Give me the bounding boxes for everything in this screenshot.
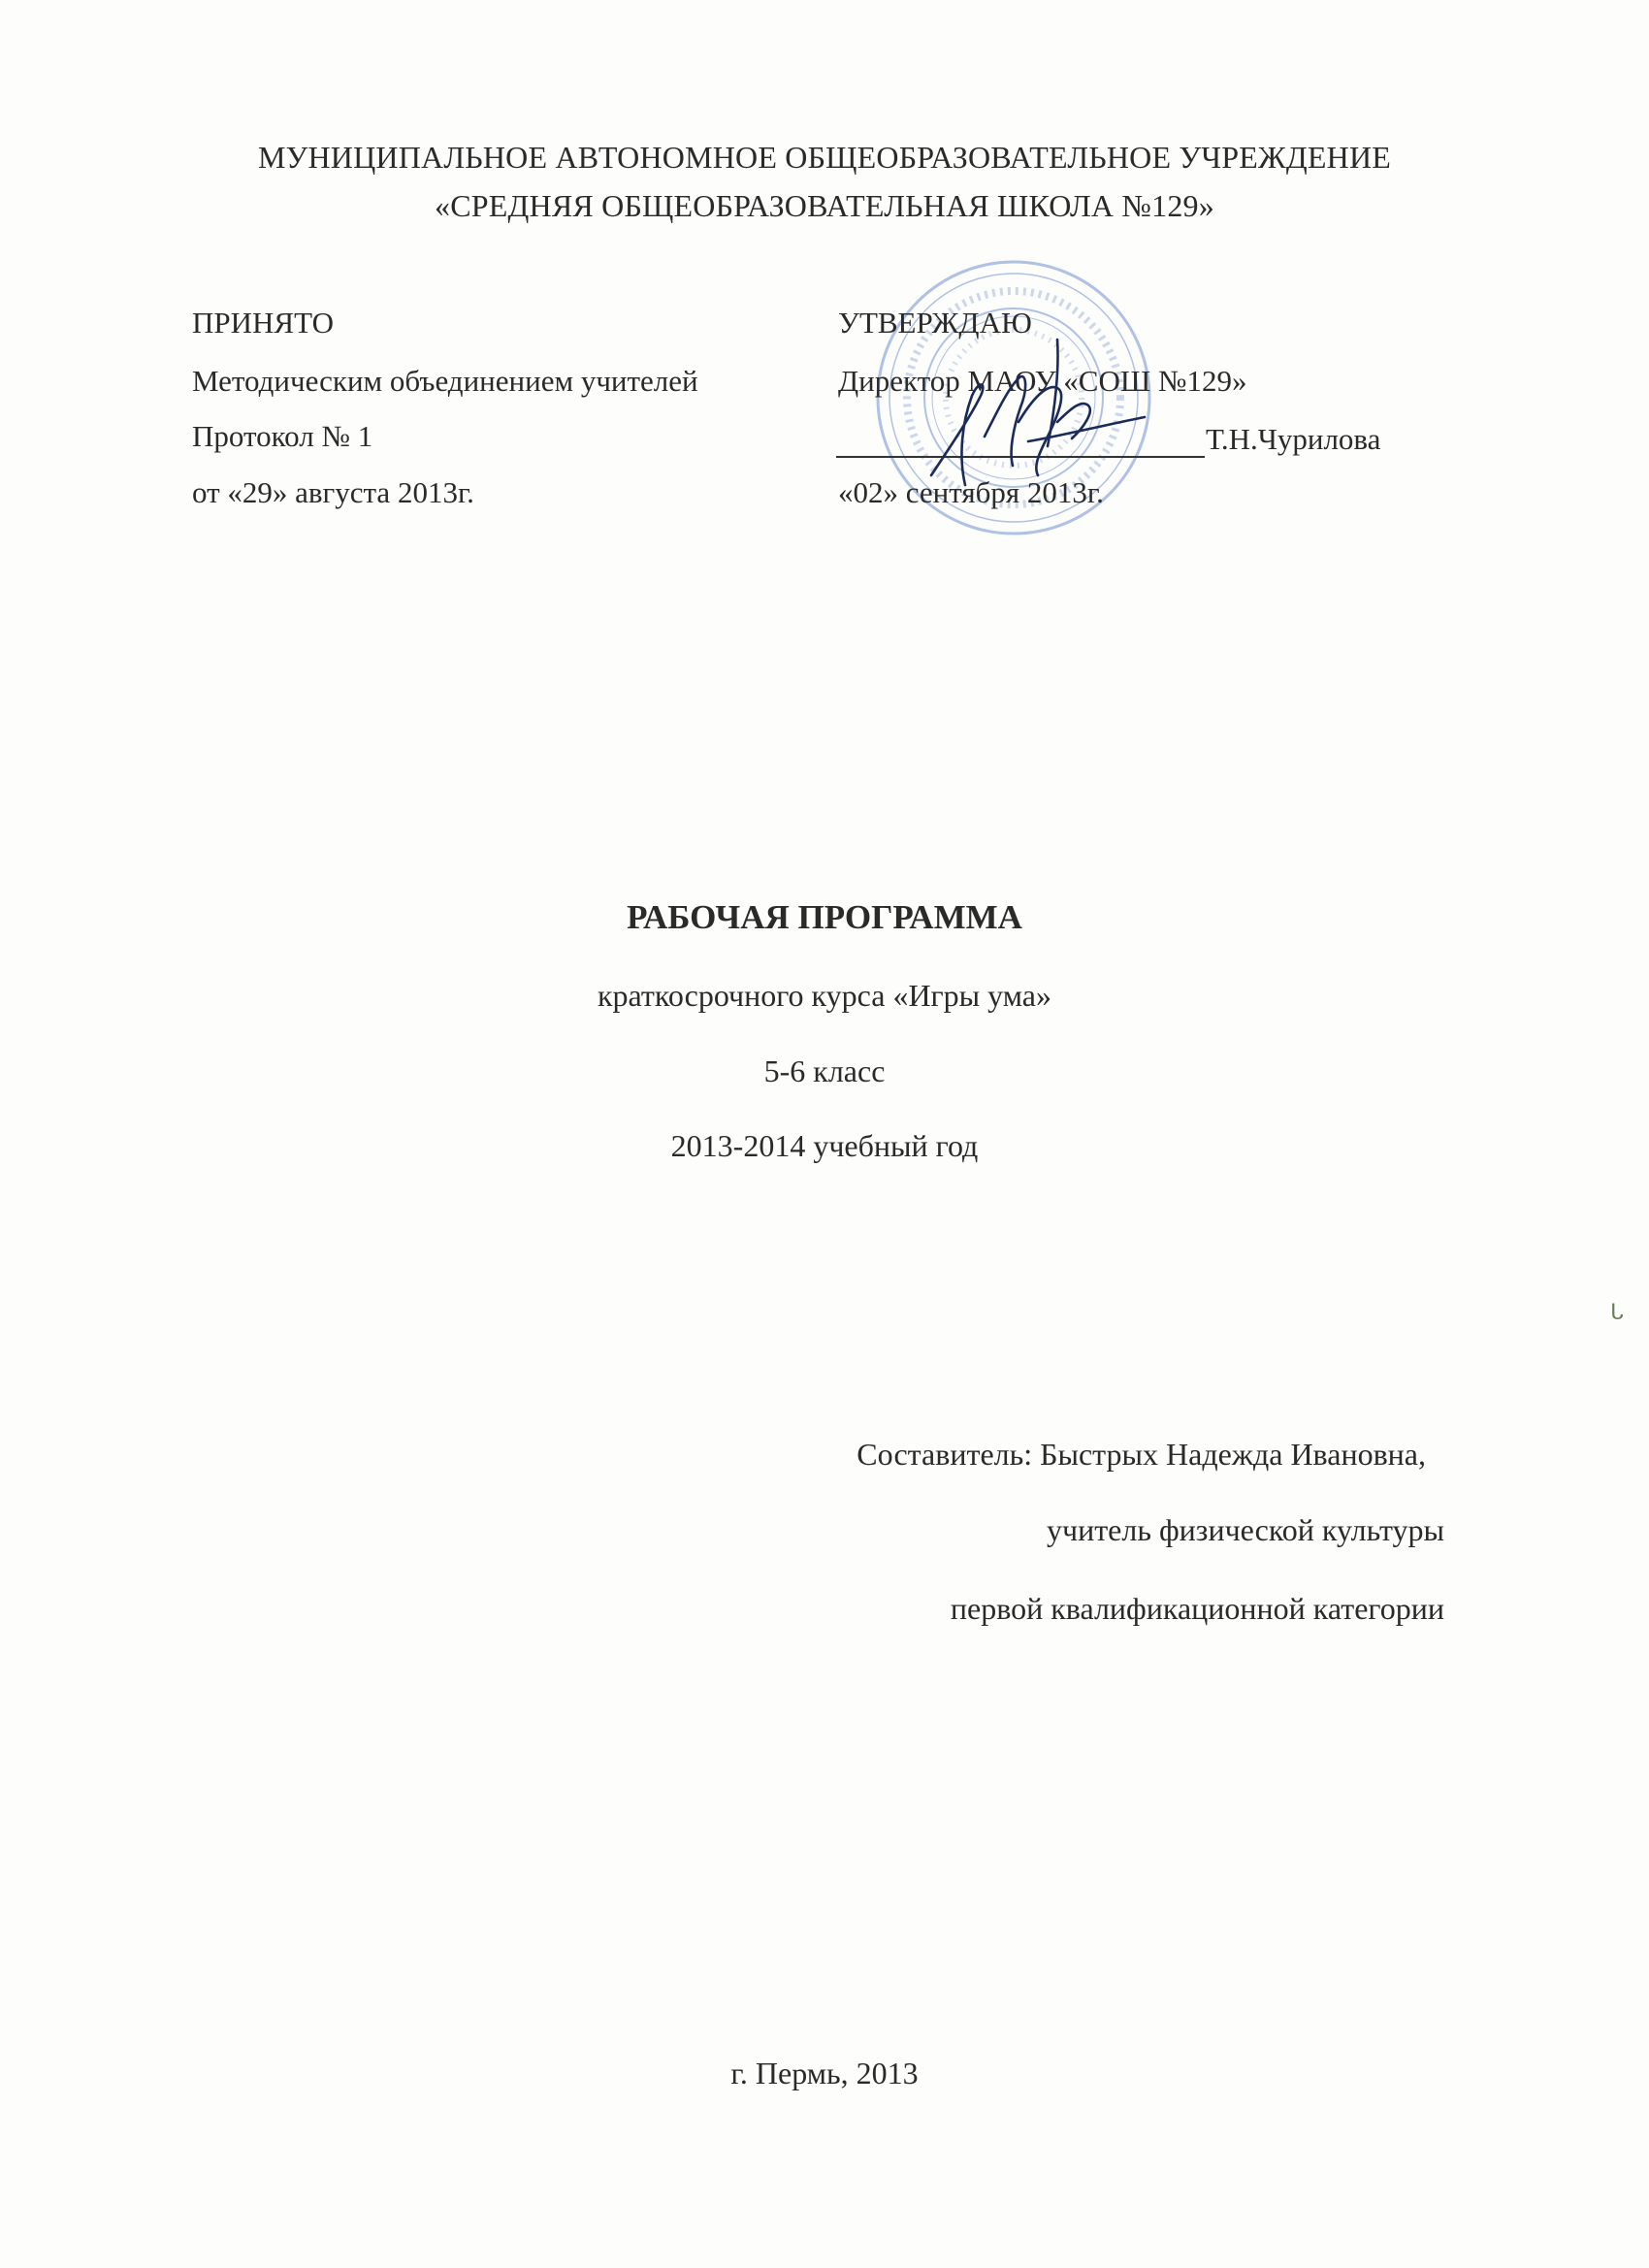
place-and-year: г. Пермь, 2013 [730,2056,919,2090]
handwritten-signature-icon [912,330,1164,524]
scan-speck-icon: ᒐ [1610,1300,1624,1324]
author-position: учитель физической культуры [1046,1512,1444,1547]
institution-name-line1: МУНИЦИПАЛЬНОЕ АВТОНОМНОЕ ОБЩЕОБРАЗОВАТЕЛЬНОЕ УЧРЕЖДЕНИЕ [257,140,1391,175]
accepted-line-date: от «29» августа 2013г. [192,475,474,509]
approved-title: УТВЕРЖДАЮ [838,306,1032,340]
accepted-line-protocol: Протокол № 1 [192,419,373,453]
program-grade: 5-6 класс [763,1053,886,1088]
approved-line-director: Директор МАОУ «СОШ №129» [838,364,1247,398]
accepted-line-methodical: Методическим объединением учителей [192,364,698,398]
program-title: РАБОЧАЯ ПРОГРАММА [627,898,1022,936]
accepted-title: ПРИНЯТО [192,306,334,340]
institution-name-line2: «СРЕДНЯЯ ОБЩЕОБРАЗОВАТЕЛЬНАЯ ШКОЛА №129» [435,188,1214,223]
author-category: первой квалификационной категории [950,1591,1444,1626]
author-name: Составитель: Быстрых Надежда Ивановна, [857,1437,1426,1472]
program-year: 2013-2014 учебный год [670,1128,979,1163]
program-course: краткосрочного курса «Игры ума» [598,978,1051,1013]
approved-signatory-name: Т.Н.Чурилова [1206,422,1381,456]
approved-date: «02» сентября 2013г. [838,475,1104,509]
